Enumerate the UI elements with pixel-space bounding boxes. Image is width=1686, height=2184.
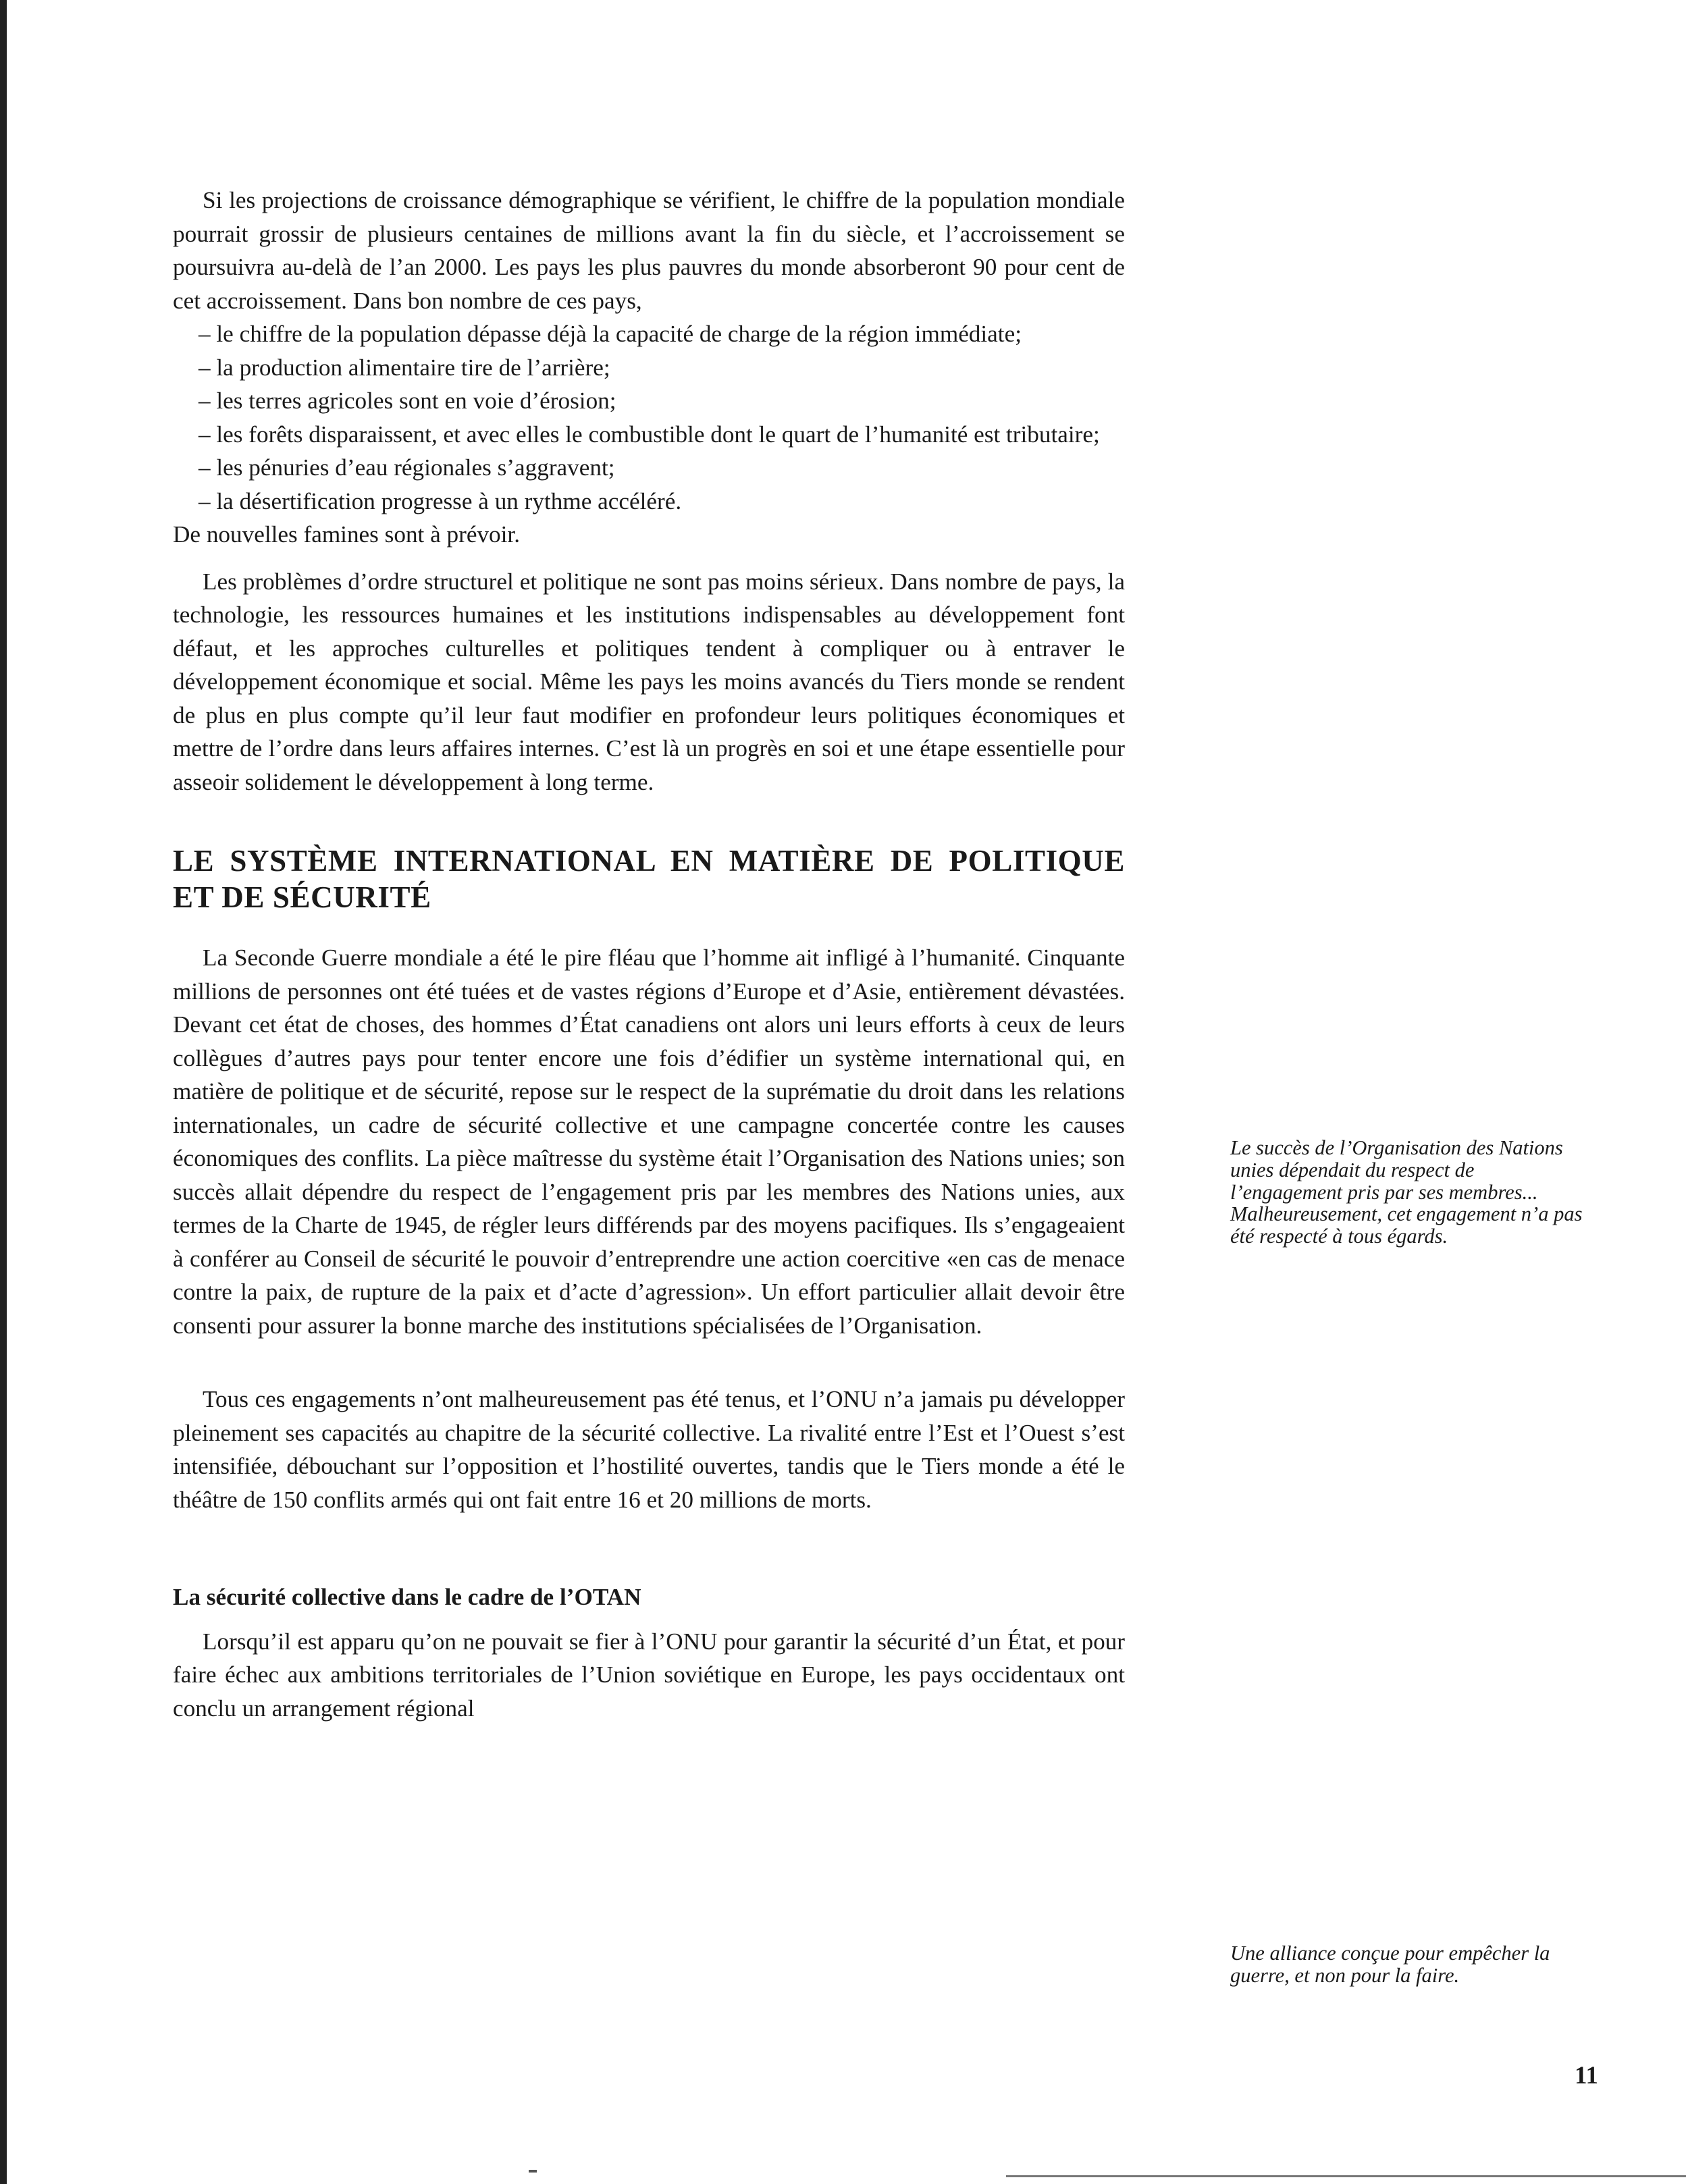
- sidenote-alliance: Une alliance conçue pour empêcher la guerre, et non pour la faire.: [1230, 1942, 1550, 1987]
- list-item: – les pénuries d’eau régionales s’aggravent;: [199, 451, 1111, 485]
- scan-binding-edge: [0, 0, 7, 2184]
- paragraph-structural-problems: Les problèmes d’ordre structurel et politique ne sont pas moins sérieux. Dans nombre de pays, la technologie, les ressources humaines et les institutions indispensables au développement font défaut, et les approches culturelles et politiques tendent à compliquer ou à entraver le développement économique et social. Même les pays les moins avancés du Tiers monde se rendent de plus en plus compte qu’il leur faut modifier en profondeur leurs politiques économiques et mettre de l’ordre dans leurs affaires internes. C’est là un progrès en soi et une étape essentielle pour asseoir solidement le développement à long terme.: [173, 568, 1125, 795]
- scan-bottom-rule: [1006, 2175, 1686, 2177]
- list-item: – la production alimentaire tire de l’arrière;: [199, 351, 1111, 385]
- list-item: – les forêts disparaissent, et avec elles le combustible dont le quart de l’humanité est tributaire;: [199, 418, 1111, 452]
- list-item: – les terres agricoles sont en voie d’érosion;: [199, 384, 1111, 418]
- paragraph-commitments-unmet: Tous ces engagements n’ont malheureusement pas été tenus, et l’ONU n’a jamais pu développer pleinement ses capacités au chapitre de la sécurité collective. La rivalité entre l’Est et l’Ouest s’est intensifiée, débouchant sur l’opposition et l’hostilité ouvertes, tandis que le Tiers monde a été le théâtre de 150 conflits armés qui ont fait entre 16 et 20 millions de morts.: [173, 1386, 1125, 1513]
- paragraph-population-growth: Si les projections de croissance démographique se vérifient, le chiffre de la population mondiale pourrait grossir de plusieurs centaines de millions avant la fin du siècle, et l’accroissement se poursuivra au-delà de l’an 2000. Les pays les plus pauvres du monde absorberont 90 pour cent de cet accroissement. Dans bon nombre de ces pays,: [173, 187, 1125, 314]
- subsection-heading: La sécurité collective dans le cadre de l’OTAN: [173, 1584, 641, 1610]
- section-heading: LE SYSTÈME INTERNATIONAL EN MATIÈRE DE POLITIQUE ET DE SÉCURITÉ: [173, 844, 1125, 914]
- paragraph-second-world-war: La Seconde Guerre mondiale a été le pire fléau que l’homme ait infligé à l’humanité. Cinquante millions de personnes ont été tuées et de vastes régions d’Europe et d’Asie, entièrement dévastées. Devant cet état de choses, des hommes d’État canadiens ont alors uni leurs efforts à ceux de leurs collègues d’autres pays pour tenter encore une fois d’édifier un système international qui, en matière de politique et de sécurité, repose sur le respect de la suprématie du droit dans les relations internationales, un cadre de sécurité collective et une campagne concertée contre les causes économiques des conflits. La pièce maîtresse du système était l’Organisation des Nations unies; son succès allait dépendre du respect de l’engagement pris par les membres des Nations unies, aux termes de la Charte de 1945, de régler leurs différends par des moyens pacifiques. Ils s’engageaient à conférer au Conseil de sécurité le pouvoir d’entreprendre une action coercitive «en cas de menace contre la paix, de rupture de la paix et d’acte d’agression». Un effort particulier allait devoir être consenti pour assurer la bonne marche des institutions spécialisées de l’Organisation.: [173, 944, 1125, 1339]
- list-item: – le chiffre de la population dépasse déjà la capacité de charge de la région immédiate;: [199, 317, 1111, 351]
- sidenote-un-commitment: Le succès de l’Organisation des Nations unies dépendait du respect de l’engagement pris par ses membres... Malheureusement, cet engagement n’a pas été respecté à tous égards.: [1230, 1136, 1583, 1248]
- paragraph-famines: De nouvelles famines sont à prévoir.: [173, 521, 520, 548]
- paragraph-nato: Lorsqu’il est apparu qu’on ne pouvait se fier à l’ONU pour garantir la sécurité d’un État, et pour faire échec aux ambitions territoriales de l’Union soviétique en Europe, les pays occidentaux ont conclu un arrangement régional: [173, 1628, 1125, 1722]
- list-item: – la désertification progresse à un rythme accéléré.: [199, 485, 1111, 518]
- scan-mark: [529, 2170, 537, 2173]
- main-text-column: [173, 184, 1125, 1725]
- page-number: 11: [1575, 2062, 1598, 2089]
- bullet-list-problems: [173, 317, 1111, 518]
